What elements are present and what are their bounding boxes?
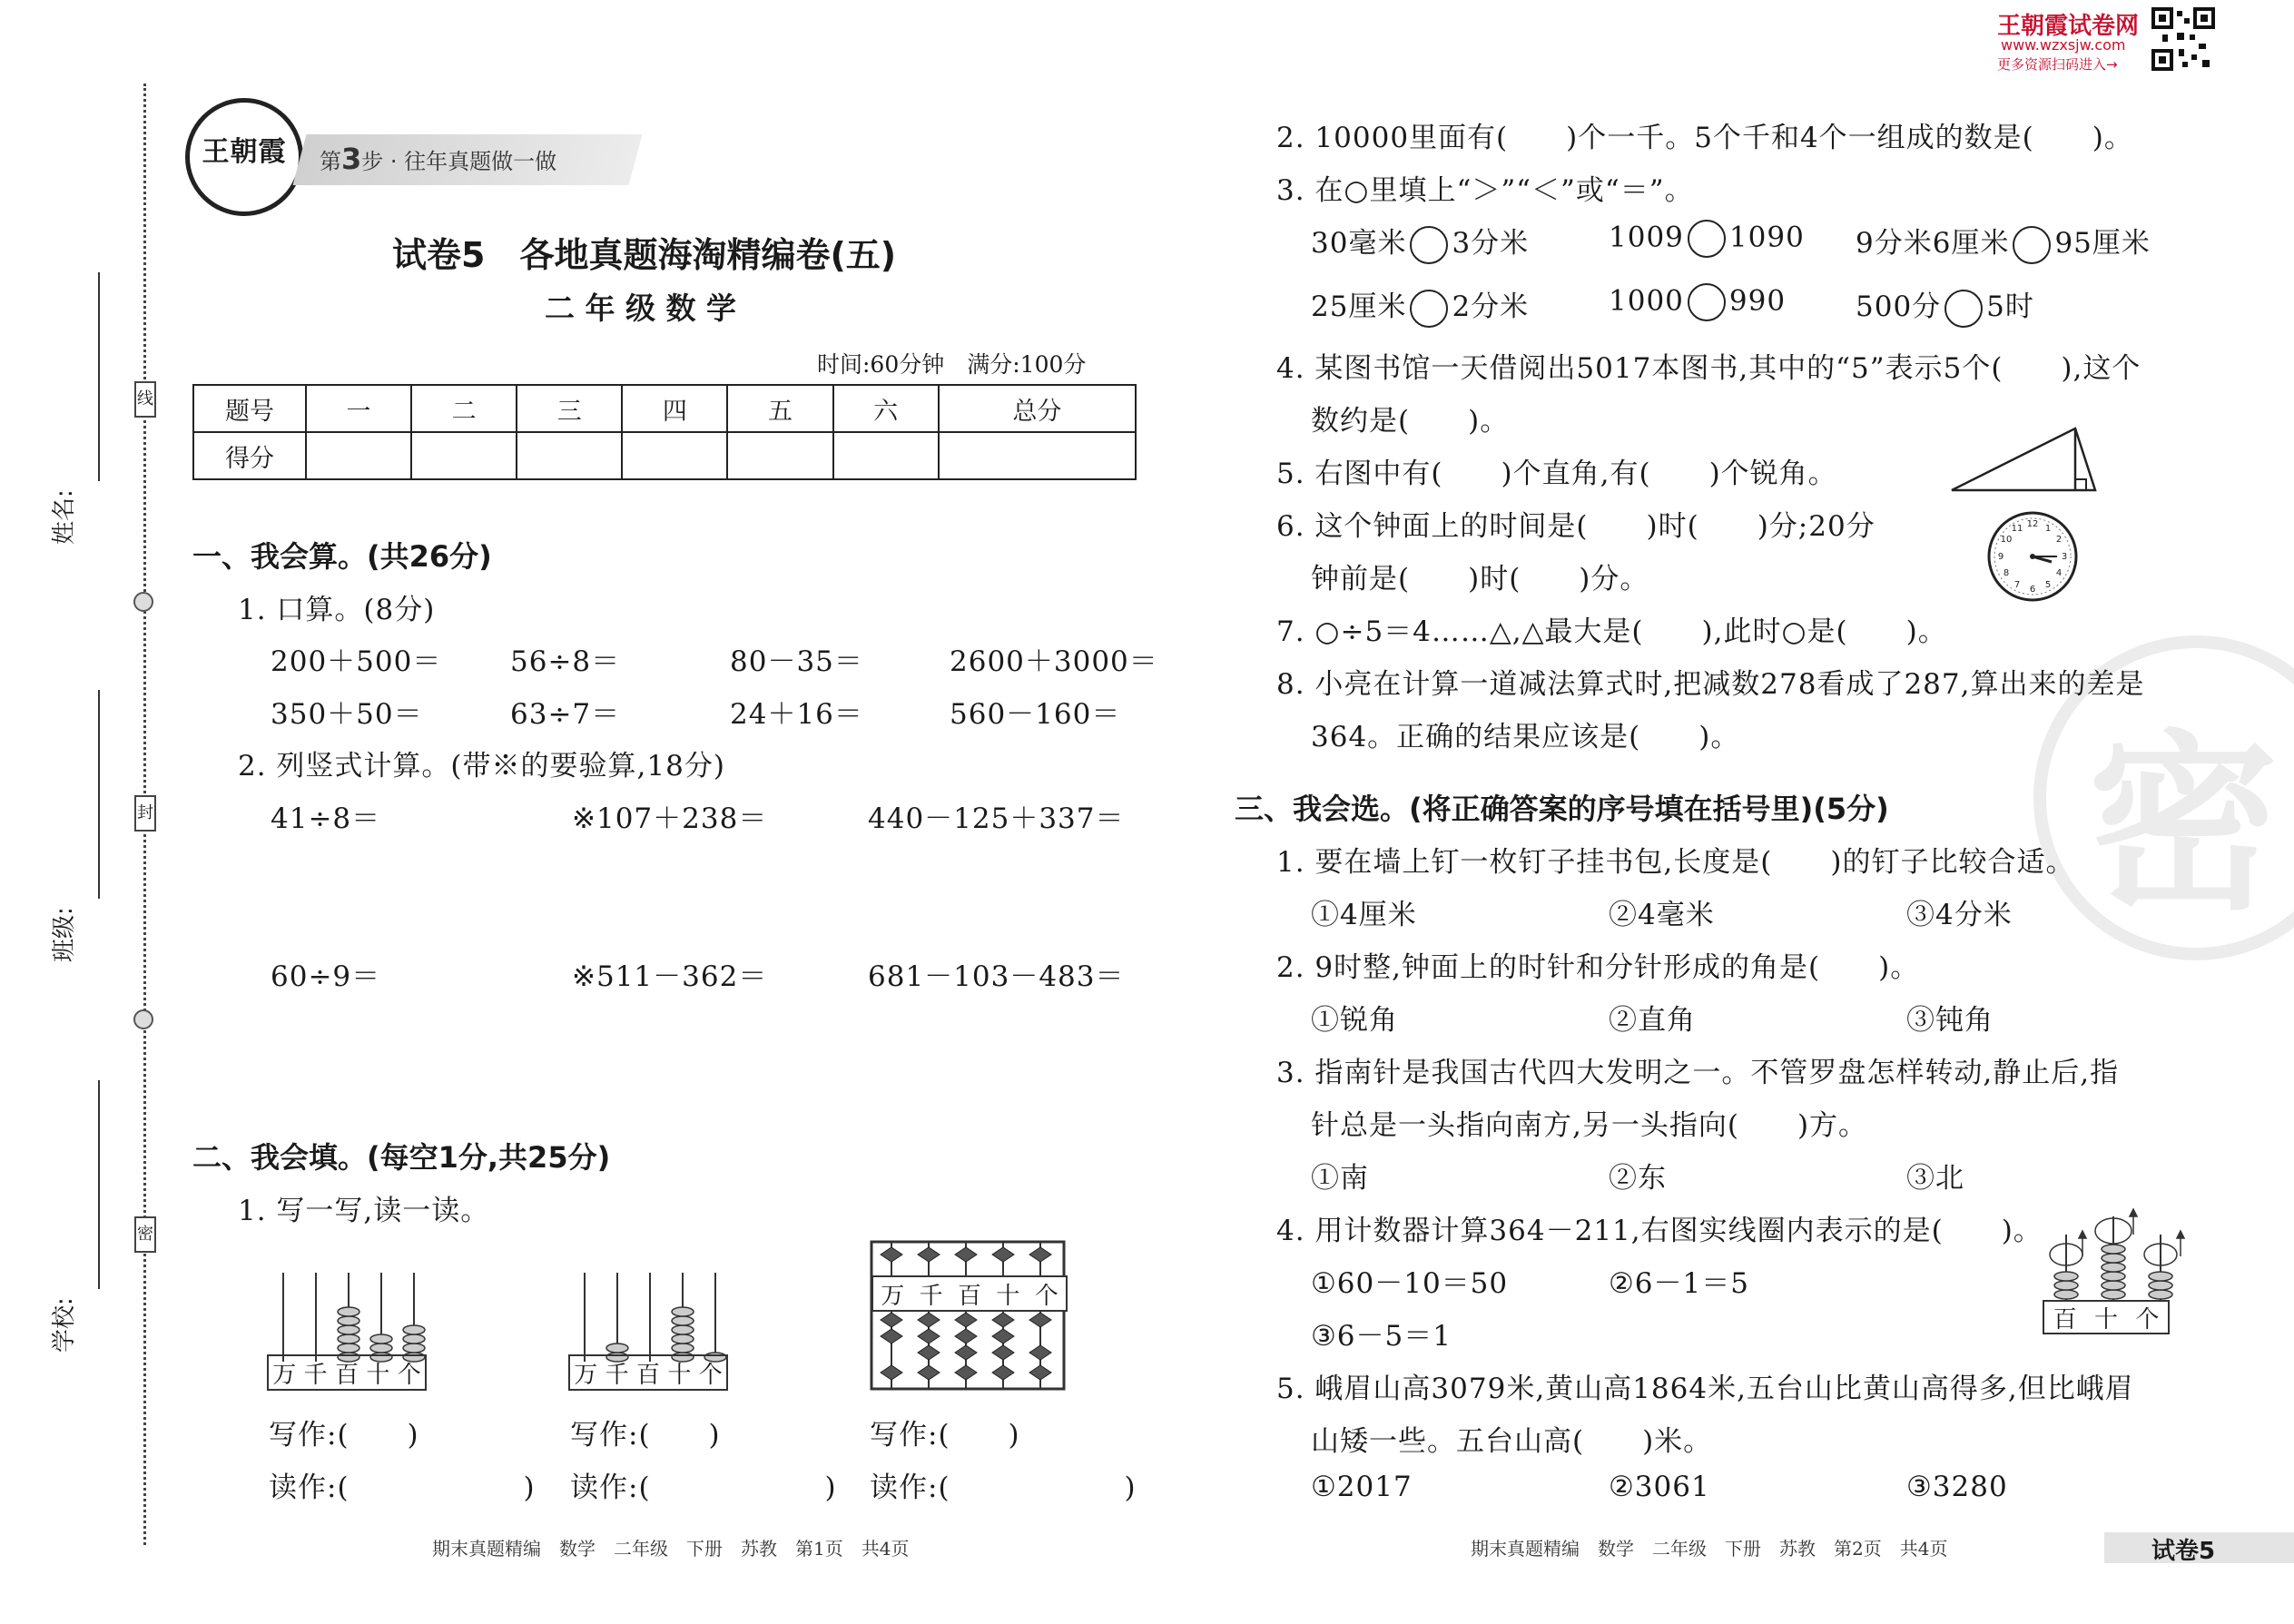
choice-option[interactable]: ①60－10＝50 bbox=[1311, 1267, 1509, 1300]
oral-calc: 560－160＝ bbox=[950, 698, 1121, 731]
compare-item: 25厘米 2分米 bbox=[1311, 283, 1529, 328]
footer-tag: 试卷5 bbox=[2151, 1538, 2216, 1565]
choice-option[interactable]: ③钝角 bbox=[1906, 1004, 1994, 1037]
section1-heading: 一、我会算。(共26分) bbox=[192, 539, 492, 574]
choice-option[interactable]: ②4毫米 bbox=[1609, 899, 1715, 931]
vertical-calc: ※511－362＝ bbox=[572, 960, 768, 993]
compare-circle[interactable] bbox=[1410, 226, 1448, 264]
choice-option[interactable]: ②直角 bbox=[1609, 1004, 1696, 1037]
exam-subtitle: 二 年 级 数 学 bbox=[545, 290, 736, 326]
fill-q6-line2: 钟前是( )时( )分。 bbox=[1311, 563, 1649, 595]
svg-text:2: 2 bbox=[2055, 535, 2063, 545]
compare-item: 30毫米 3分米 bbox=[1311, 220, 1529, 264]
svg-text:7: 7 bbox=[2013, 580, 2021, 590]
choice-option[interactable]: ②6－1＝5 bbox=[1609, 1267, 1749, 1300]
section3-heading: 三、我会选。(将正确答案的序号填在括号里)(5分) bbox=[1235, 792, 1889, 826]
section2-sub1: 1. 写一写,读一读。 bbox=[238, 1195, 490, 1227]
counter-labels: 百 十 个 bbox=[2043, 1300, 2170, 1334]
seal-label-feng: 封 bbox=[134, 795, 156, 832]
school-field[interactable]: 学校: bbox=[45, 1080, 82, 1353]
vertical-calc: 60÷9＝ bbox=[271, 960, 381, 993]
choice-option[interactable]: ①锐角 bbox=[1311, 1004, 1398, 1037]
vertical-calc: 41÷8＝ bbox=[271, 802, 381, 835]
compare-circle[interactable] bbox=[1688, 283, 1726, 321]
exam-title: 试卷5 各地真题海淘精编卷(五) bbox=[392, 235, 897, 275]
choice-q1: 1. 要在墙上钉一枚钉子挂书包,长度是( )的钉子比较合适。 bbox=[1276, 846, 2075, 879]
fill-q6-line1: 6. 这个钟面上的时间是( )时( )分;20分 bbox=[1276, 510, 1876, 543]
compare-circle[interactable] bbox=[1944, 290, 1983, 328]
score-table-score-row[interactable]: 得分 bbox=[193, 432, 1136, 479]
brand-logo: 王朝霞 bbox=[185, 98, 303, 216]
choice-q3-line2: 针总是一头指向南方,另一头指向( )方。 bbox=[1311, 1109, 1868, 1142]
read-answer-2[interactable]: 读作:( ) bbox=[570, 1471, 837, 1504]
write-answer-2[interactable]: 写作:( ) bbox=[570, 1419, 721, 1452]
svg-text:12: 12 bbox=[2026, 519, 2039, 529]
choice-q5-line1: 5. 峨眉山高3079米,黄山高1864米,五台山比黄山高得多,但比峨眉 bbox=[1276, 1373, 2134, 1405]
svg-text:11: 11 bbox=[2011, 524, 2023, 534]
choice-option[interactable]: ②东 bbox=[1609, 1162, 1667, 1195]
choice-option[interactable]: ③6－5＝1 bbox=[1311, 1320, 1452, 1353]
abacus-1-labels: 万 千 百 十 个 bbox=[267, 1354, 427, 1391]
abacus-3 bbox=[868, 1238, 1068, 1393]
name-field[interactable]: 姓名: bbox=[45, 272, 82, 545]
abacus-2-labels: 万 千 百 十 个 bbox=[568, 1354, 728, 1391]
choice-q4: 4. 用计数器计算364－211,右图实线圈内表示的是( )。 bbox=[1276, 1215, 2043, 1247]
choice-option[interactable]: ③3280 bbox=[1906, 1471, 2008, 1503]
secret-seal-char: 密 bbox=[2088, 714, 2279, 936]
section1-sub1: 1. 口算。(8分) bbox=[238, 594, 436, 626]
score-table bbox=[192, 384, 1137, 480]
score-table-header-row: 题号 一 二 三 四 五 六 总分 bbox=[193, 385, 1136, 432]
fill-q4-line2: 数约是( )。 bbox=[1311, 405, 1510, 438]
svg-text:8: 8 bbox=[2003, 568, 2010, 578]
oral-calc: 350＋50＝ bbox=[271, 698, 423, 731]
binding-hole-1 bbox=[133, 592, 153, 612]
oral-calc: 2600＋3000＝ bbox=[950, 645, 1158, 678]
clock-figure bbox=[1984, 508, 2081, 605]
compare-item: 1000 990 bbox=[1609, 283, 1786, 321]
read-answer-3[interactable]: 读作:( ) bbox=[870, 1471, 1137, 1504]
fill-q2: 2. 10000里面有( )个一千。5个千和4个一组成的数是( )。 bbox=[1276, 122, 2133, 154]
fill-q8-line2: 364。正确的结果应该是( )。 bbox=[1311, 721, 1740, 753]
oral-calc: 63÷7＝ bbox=[510, 698, 621, 731]
svg-text:4: 4 bbox=[2055, 568, 2063, 578]
time-info: 时间:60分钟 满分:100分 bbox=[817, 351, 1087, 378]
oral-calc: 200＋500＝ bbox=[271, 645, 442, 678]
svg-text:6: 6 bbox=[2029, 585, 2036, 595]
choice-option[interactable]: ①2017 bbox=[1311, 1471, 1413, 1503]
qr-code-icon[interactable] bbox=[2151, 7, 2215, 71]
oral-calc: 24＋16＝ bbox=[730, 698, 863, 731]
svg-text:9: 9 bbox=[1997, 552, 2004, 562]
svg-text:5: 5 bbox=[2044, 580, 2052, 590]
write-answer-3[interactable]: 写作:( ) bbox=[870, 1419, 1020, 1452]
choice-q2: 2. 9时整,钟面上的时针和分针形成的角是( )。 bbox=[1276, 951, 1920, 984]
choice-option[interactable]: ①4厘米 bbox=[1311, 899, 1417, 931]
choice-option[interactable]: ①南 bbox=[1311, 1162, 1369, 1195]
choice-option[interactable]: ②3061 bbox=[1609, 1471, 1710, 1503]
seal-label-mi: 密 bbox=[134, 1216, 156, 1253]
compare-circle[interactable] bbox=[1410, 290, 1448, 328]
fill-q8-line1: 8. 小亮在计算一道减法算式时,把减数278看成了287,算出来的差是 bbox=[1276, 668, 2145, 701]
fill-q7: 7. ○÷5＝4……△,△最大是( ),此时○是( )。 bbox=[1276, 615, 1947, 648]
brand-tip: 更多资源扫码进入→ bbox=[1997, 56, 2118, 73]
compare-item: 9分米6厘米 95厘米 bbox=[1856, 220, 2151, 264]
choice-q5-line2: 山矮一些。五台山高( )米。 bbox=[1311, 1425, 1713, 1458]
choice-option[interactable]: ③北 bbox=[1906, 1162, 1964, 1195]
brand-name: 王朝霞试卷网 bbox=[1997, 13, 2140, 40]
choice-option[interactable]: ③4分米 bbox=[1906, 899, 2013, 931]
svg-text:1: 1 bbox=[2044, 524, 2052, 534]
oral-calc: 56÷8＝ bbox=[510, 645, 621, 678]
triangle-figure bbox=[1948, 425, 2102, 497]
write-answer-1[interactable]: 写作:( ) bbox=[269, 1419, 419, 1452]
compare-item: 1009 1090 bbox=[1609, 220, 1805, 258]
fill-q4-line1: 4. 某图书馆一天借阅出5017本图书,其中的“5”表示5个( ),这个 bbox=[1276, 352, 2141, 385]
section2-heading: 二、我会填。(每空1分,共25分) bbox=[192, 1140, 611, 1175]
oral-calc: 80－35＝ bbox=[730, 645, 863, 678]
footer-right: 期末真题精编 数学 二年级 下册 苏教 第2页 共4页 bbox=[1471, 1538, 1948, 1560]
binding-hole-2 bbox=[133, 1009, 153, 1029]
svg-text:10: 10 bbox=[2000, 535, 2013, 545]
step-banner-text: 第3步 · 往年真题做一做 bbox=[320, 142, 557, 176]
section1-sub2: 2. 列竖式计算。(带※的要验算,18分) bbox=[238, 750, 725, 782]
vertical-calc: 440－125＋337＝ bbox=[868, 802, 1125, 835]
choice-q3-line1: 3. 指南针是我国古代四大发明之一。不管罗盘怎样转动,静止后,指 bbox=[1276, 1057, 2120, 1089]
compare-item: 500分 5时 bbox=[1856, 283, 2034, 328]
read-answer-1[interactable]: 读作:( ) bbox=[269, 1471, 536, 1504]
compare-circle[interactable] bbox=[1688, 220, 1726, 258]
vertical-calc: ※107＋238＝ bbox=[572, 802, 768, 835]
abacus-3-labels: 万 千 百 十 个 bbox=[871, 1275, 1068, 1312]
compare-circle[interactable] bbox=[2013, 226, 2051, 264]
svg-text:3: 3 bbox=[2061, 552, 2068, 562]
brand-url: www.wzxsjw.com bbox=[2001, 36, 2126, 54]
seal-label-xian: 线 bbox=[134, 381, 156, 418]
fill-q5: 5. 右图中有( )个直角,有( )个锐角。 bbox=[1276, 458, 1837, 490]
class-field[interactable]: 班级: bbox=[45, 690, 82, 962]
footer-left: 期末真题精编 数学 二年级 下册 苏教 第1页 共4页 bbox=[432, 1538, 910, 1560]
fill-q3: 3. 在○里填上“＞”“＜”或“＝”。 bbox=[1276, 174, 1694, 207]
vertical-calc: 681－103－483＝ bbox=[868, 960, 1125, 993]
counter-figure bbox=[2041, 1207, 2195, 1307]
